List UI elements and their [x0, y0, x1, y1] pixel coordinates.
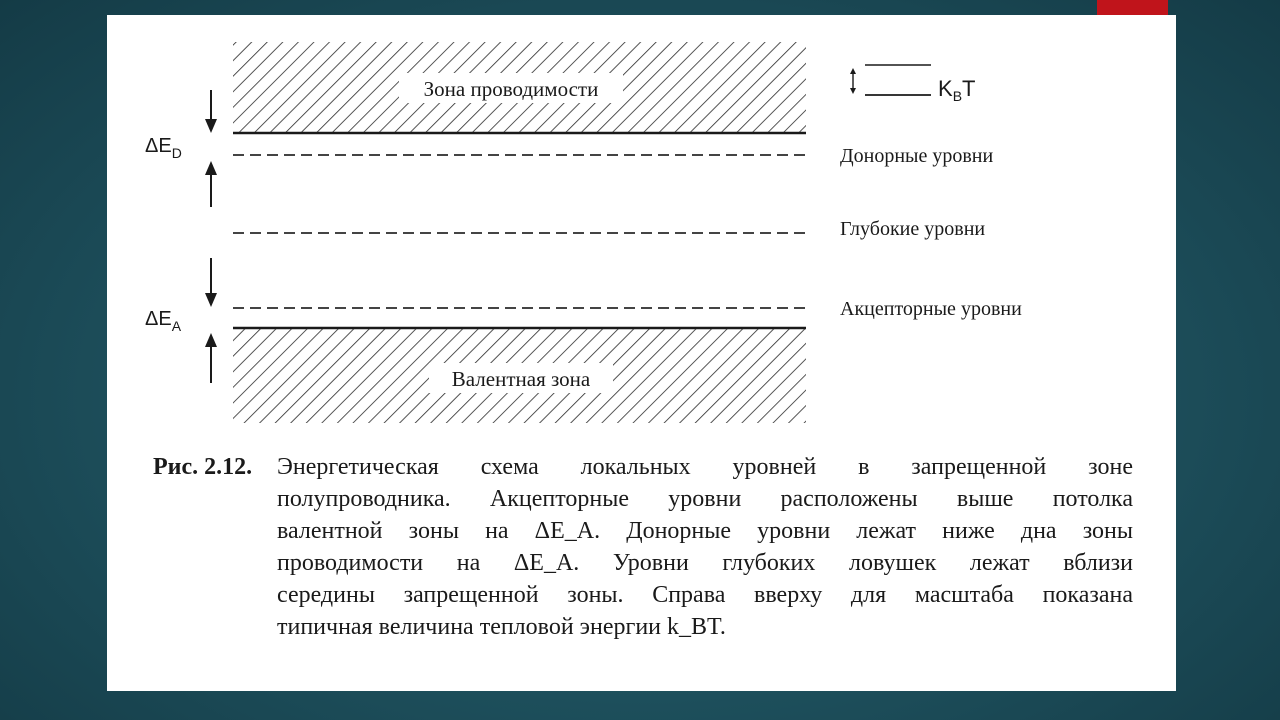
- delta-ed-label: $\Delta E_D$: [145, 135, 182, 161]
- caption-line: проводимости на ΔE_A. Уровни глубоких ловушек лежат вблизи: [277, 550, 1133, 576]
- figure-panel: [107, 15, 1176, 691]
- conduction-band: [233, 42, 806, 133]
- caption-text: [277, 451, 1133, 643]
- figure-number: Рис. 2.12.: [153, 454, 253, 480]
- conduction-band-label: Зона проводимости: [423, 77, 599, 101]
- delta-ea-arrows: [205, 258, 217, 383]
- acceptor-levels-label: Акцепторные уровни: [840, 298, 1022, 320]
- delta-ea-label: $\Delta E_A$: [145, 308, 182, 334]
- caption-line: типичная величина тепловой энергии k_BT.: [277, 614, 726, 640]
- caption-line: Энергетическая схема локальных уровней в запрещенной зоне: [277, 454, 1133, 480]
- kbt-scale-indicator: [850, 65, 931, 95]
- valence-band-label: Валентная зона: [451, 367, 591, 391]
- caption-line: полупроводника. Акцепторные уровни расположены выше потолка: [277, 486, 1133, 512]
- slide-accent-bar: [1097, 0, 1168, 15]
- energy-band-diagram: [107, 15, 1176, 445]
- valence-band: [233, 328, 806, 423]
- delta-ed-arrows: [205, 90, 217, 207]
- caption-line: валентной зоны на ΔE_A. Донорные уровни лежат ниже дна зоны: [277, 518, 1133, 544]
- caption-line: середины запрещенной зоны. Справа вверху для масштаба показана: [277, 582, 1133, 608]
- donor-levels-label: Донорные уровни: [840, 145, 994, 167]
- deep-levels-label: Глубокие уровни: [840, 218, 986, 240]
- kbt-label: $K_BT$: [938, 76, 976, 104]
